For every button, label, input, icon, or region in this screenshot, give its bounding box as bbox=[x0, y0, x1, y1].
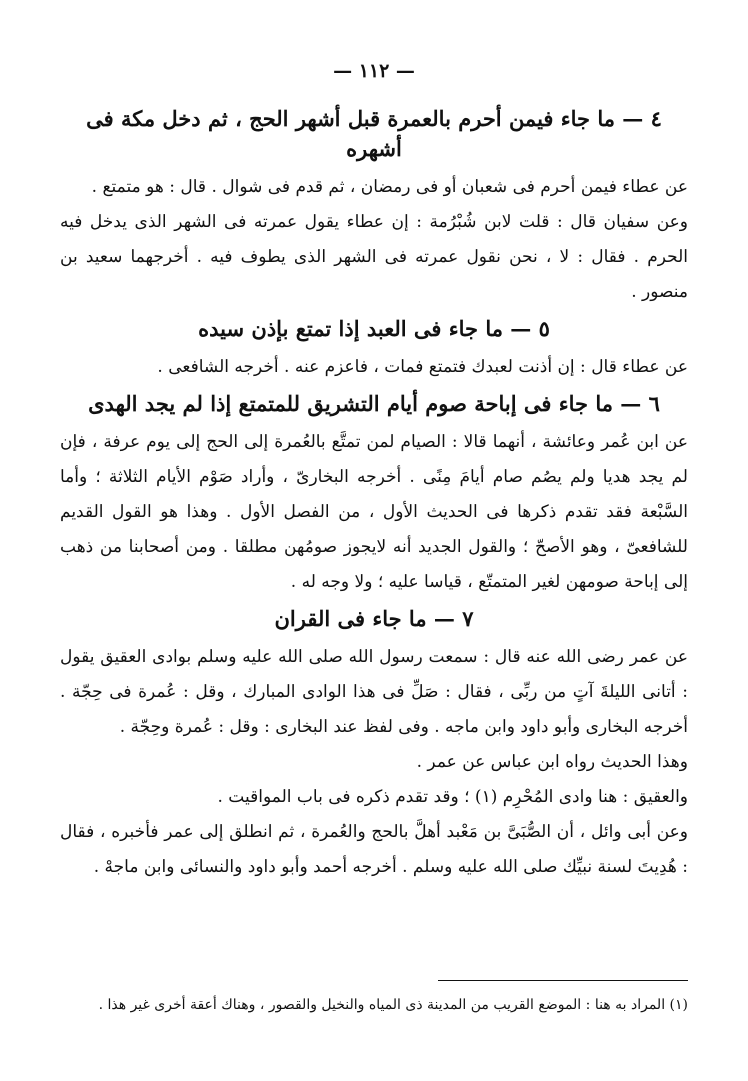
document-page bbox=[60, 60, 688, 885]
footnote-divider bbox=[438, 980, 688, 981]
paragraph: وعن سفيان قال : قلت لابن شُبْرُمة : إن عطاء يقول عمرته فى الشهر الذى يدخل فيه الحرم . فقال : لا ، نحن نقول عمرته فى الشهر الذى يطوف فيه . أخرجهما سعيد بن منصور . bbox=[60, 212, 688, 302]
section-heading-4: ٤ — ما جاء فيمن أحرم بالعمرة قبل أشهر الحج ، ثم دخل مكة فى أشهره bbox=[86, 106, 662, 161]
page-number: — ١١٢ — bbox=[333, 60, 415, 82]
section-heading-5: ٥ — ما جاء فى العبد إذا تمتع بإذن سيده bbox=[198, 316, 550, 341]
paragraph: عن ابن عُمر وعائشة ، أنهما قالا : الصيام لمن تمتَّع بالعُمرة إلى الحج إلى يوم عرفة ، فإن لم يجد هديا ولم يصُم صام أيامَ مِنًى . أخرجه البخارىّ ، وأراد صَوْم الأيام الثلاثة ؛ وأما السَّبْعة فقد تقدم ذكرها فى الحديث الأول ، من الفصل الأول . وهذا هو القول القديم للشافعىّ ، وهو الأصحّ ؛ والقول الجديد أنه لايجوز صومُهن مطلقا . ومن أصحابنا من ذهب إلى إباحة صومهن لغير المتمتّع ، قياسا عليه ؛ ولا وجه له . bbox=[60, 432, 688, 592]
paragraph: والعقيق : هنا وادى المُحْرِم (١) ؛ وقد تقدم ذكره فى باب المواقيت . bbox=[217, 787, 688, 807]
paragraph: عن عطاء قال : إن أذنت لعبدك فتمتع فمات ، فاعزم عنه . أخرجه الشافعى . bbox=[157, 357, 688, 377]
paragraph: وهذا الحديث رواه ابن عباس عن عمر . bbox=[416, 752, 688, 772]
section-heading-7: ٧ — ما جاء فى القران bbox=[274, 606, 474, 631]
paragraph: وعن أبى وائل ، أن الصُّبَىَّ بن مَعْبد أهلَّ بالحج والعُمرة ، ثم انطلق إلى عمر فأخبره ، فقال : هُدِيتَ لسنة نبيِّك صلى الله عليه وسلم . أخرجه أحمد وأبو داود والنسائى وابن ماجهْ . bbox=[60, 822, 688, 877]
paragraph: عن عطاء فيمن أحرم فى شعبان أو فى رمضان ، ثم قدم فى شوال . قال : هو متمتع . bbox=[91, 177, 688, 197]
paragraph: عن عمر رضى الله عنه قال : سمعت رسول الله صلى الله عليه وسلم بوادى العقيق يقول : أتانى الليلةَ آتٍ من ربِّى ، فقال : صَلِّ فى هذا الوادى المبارك ، وقل : عُمرة فى حِجّة . أخرجه البخارى وأبو داود وابن ماجه . وفى لفظ عند البخارى : وقل : عُمرة وحِجّة . bbox=[60, 647, 688, 737]
section-heading-6: ٦ — ما جاء فى إباحة صوم أيام التشريق للمتمتع إذا لم يجد الهدى bbox=[88, 391, 660, 416]
footnote: (١) المراد به هنا : الموضع القريب من المدينة ذى المياه والنخيل والقصور ، وهناك أعقة أخرى غير هذا . bbox=[98, 997, 688, 1013]
